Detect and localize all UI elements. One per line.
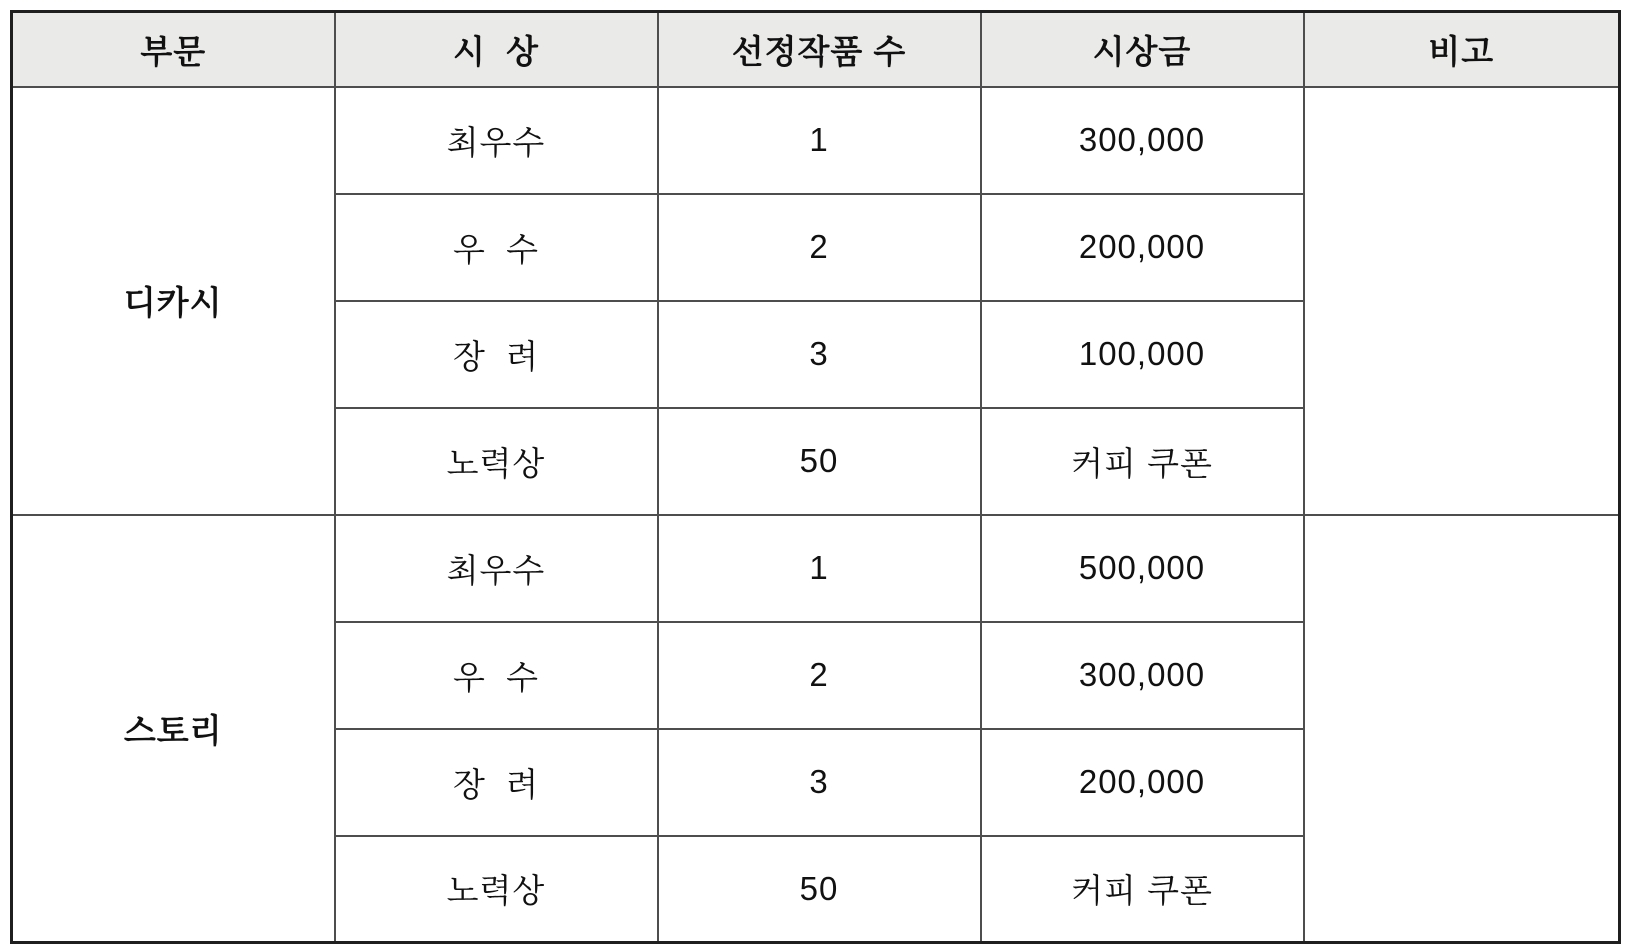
count-cell: 1 [658,515,981,622]
prize-cell: 300,000 [981,87,1304,194]
count-cell: 1 [658,87,981,194]
category-cell: 디카시 [12,87,335,515]
count-cell: 2 [658,194,981,301]
col-header-category: 부문 [12,12,335,87]
award-cell: 우 수 [335,194,658,301]
awards-table [10,10,1621,944]
table-row [12,515,1620,622]
prize-cell: 300,000 [981,622,1304,729]
category-cell: 스토리 [12,515,335,943]
prize-cell: 커피 쿠폰 [981,836,1304,943]
prize-cell: 100,000 [981,301,1304,408]
prize-cell: 500,000 [981,515,1304,622]
awards-table-header [12,12,1620,87]
award-cell: 노력상 [335,408,658,515]
col-header-award: 시 상 [335,12,658,87]
note-cell [1304,515,1620,943]
count-cell: 50 [658,836,981,943]
col-header-count: 선정작품 수 [658,12,981,87]
col-header-note: 비고 [1304,12,1620,87]
count-cell: 2 [658,622,981,729]
count-cell: 3 [658,301,981,408]
note-cell [1304,87,1620,515]
count-cell: 3 [658,729,981,836]
prize-cell: 200,000 [981,194,1304,301]
award-cell: 최우수 [335,515,658,622]
award-cell: 우 수 [335,622,658,729]
awards-table-body [12,87,1620,943]
award-cell: 장 려 [335,729,658,836]
award-cell: 최우수 [335,87,658,194]
header-row [12,12,1620,87]
award-cell: 장 려 [335,301,658,408]
table-row [12,87,1620,194]
prize-cell: 200,000 [981,729,1304,836]
count-cell: 50 [658,408,981,515]
award-cell: 노력상 [335,836,658,943]
prize-cell: 커피 쿠폰 [981,408,1304,515]
col-header-prize: 시상금 [981,12,1304,87]
